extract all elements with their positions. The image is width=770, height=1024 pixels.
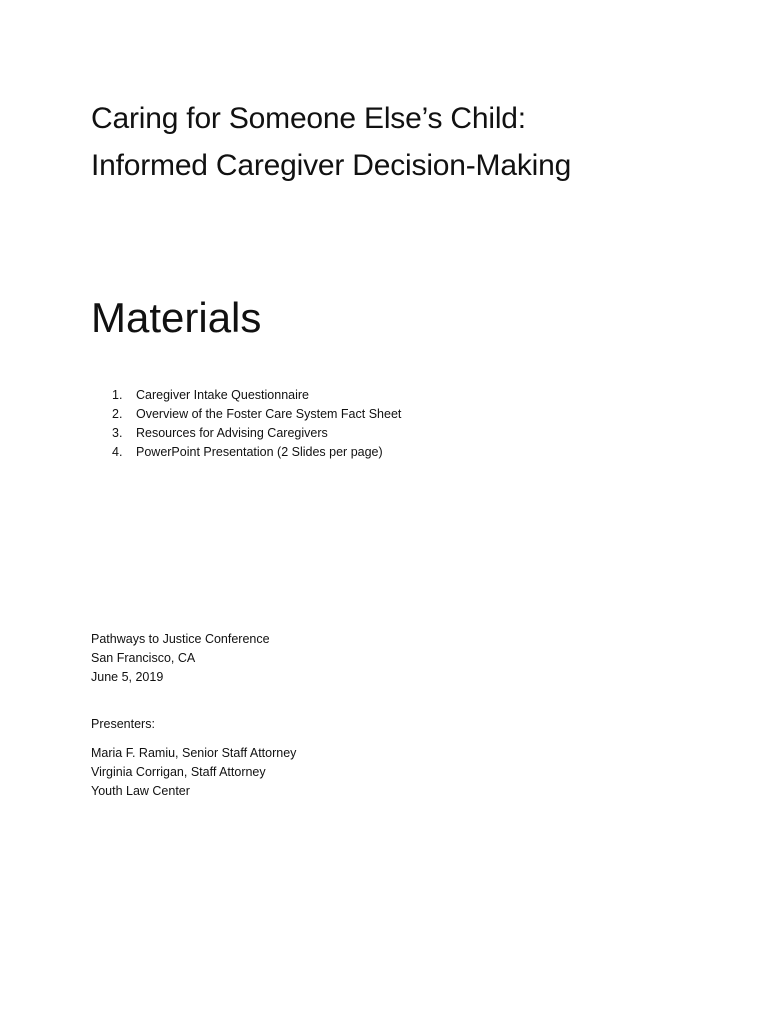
list-item-label: Resources for Advising Caregivers — [136, 426, 328, 440]
list-item-number: 2. — [112, 407, 123, 421]
list-item — [112, 386, 401, 405]
presenter-line: Virginia Corrigan, Staff Attorney — [91, 765, 266, 779]
list-item-number: 4. — [112, 445, 123, 459]
list-item-label: PowerPoint Presentation (2 Slides per page) — [136, 445, 383, 459]
materials-heading: Materials — [91, 294, 262, 341]
list-item-label: Caregiver Intake Questionnaire — [136, 388, 310, 402]
event-date: June 5, 2019 — [91, 670, 164, 684]
title-line-2: Informed Caregiver Decision-Making — [91, 149, 572, 182]
event-info — [91, 630, 270, 687]
organization-name: Youth Law Center — [91, 784, 190, 798]
list-item-number: 3. — [112, 426, 123, 440]
list-item — [112, 405, 401, 424]
title-line-1: Caring for Someone Else’s Child: — [91, 102, 526, 135]
list-item — [112, 424, 401, 443]
list-item — [112, 443, 401, 462]
presenters-list — [91, 744, 296, 801]
document-title — [91, 95, 731, 189]
event-location: San Francisco, CA — [91, 651, 196, 665]
list-item-number: 1. — [112, 388, 123, 402]
presenters-label: Presenters: — [91, 717, 155, 731]
materials-list — [112, 386, 401, 462]
list-item-label: Overview of the Foster Care System Fact Sheet — [136, 407, 402, 421]
event-name: Pathways to Justice Conference — [91, 632, 270, 646]
presenter-line: Maria F. Ramiu, Senior Staff Attorney — [91, 746, 297, 760]
